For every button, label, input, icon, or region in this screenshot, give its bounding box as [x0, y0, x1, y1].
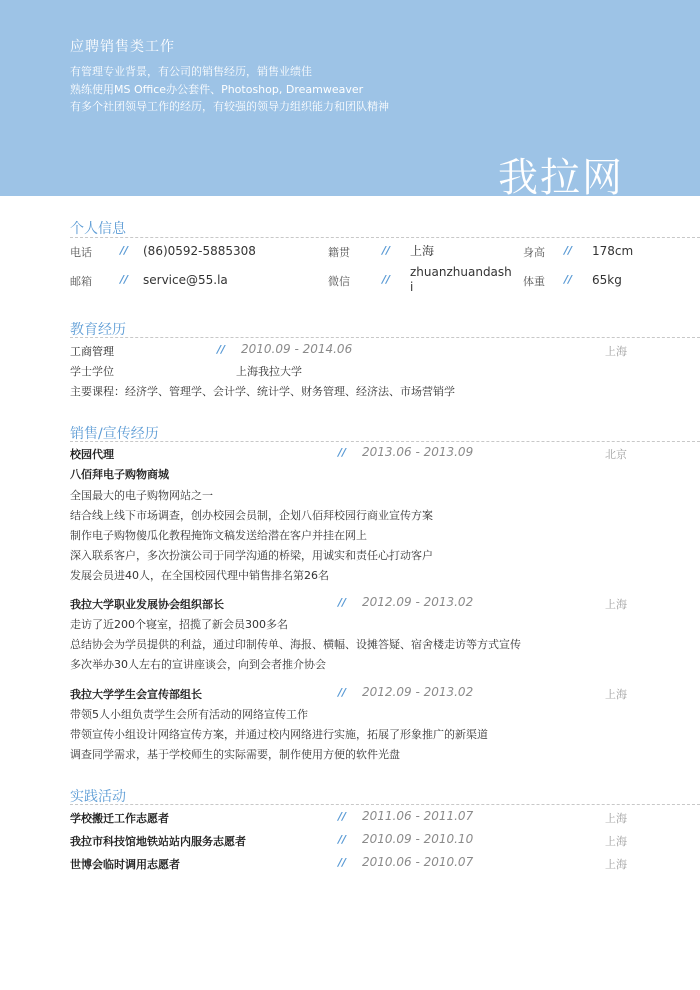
header-banner	[0, 0, 700, 201]
experience-entry	[70, 446, 630, 464]
experience-role: 我拉大学职业发展协会组织部长	[70, 598, 224, 611]
wechat-value: zhuanzhuandashi	[410, 265, 512, 294]
practice-location: 上海	[605, 835, 627, 848]
email-value: service@55.la	[143, 273, 228, 287]
intro-line: 熟练使用MS Office办公套件、Photoshop, Dreamweaver	[70, 82, 364, 96]
entry-separator: //	[338, 810, 347, 823]
candidate-name: 我拉网	[498, 155, 624, 201]
experience-detail: 多次举办30人左右的宣讲座谈会，向到会者推介协会	[70, 658, 326, 671]
entry-separator: //	[338, 833, 347, 846]
practice-location: 上海	[605, 858, 627, 871]
entry-separator: //	[338, 596, 347, 609]
info-label: 邮箱	[70, 275, 92, 288]
education-entry	[70, 343, 630, 361]
experience-detail: 带领5人小组负责学生会所有活动的网络宣传工作	[70, 708, 308, 721]
height-value: 178cm	[592, 244, 634, 258]
experience-location: 上海	[605, 598, 627, 611]
intro-summary	[70, 63, 389, 116]
job-objective: 应聘销售类工作	[70, 39, 175, 55]
section-divider	[70, 441, 700, 442]
info-row	[70, 238, 700, 267]
experience-location: 上海	[605, 688, 627, 701]
experience-date: 2012.09 - 2013.02	[362, 685, 474, 699]
education-location: 上海	[605, 345, 627, 358]
experience-date: 2013.06 - 2013.09	[362, 445, 474, 459]
info-separator: //	[382, 244, 391, 257]
weight-value: 65kg	[592, 273, 622, 287]
experience-detail: 走访了近200个寝室，招揽了新会员300多名	[70, 618, 288, 631]
education-courses: 主要课程：经济学、管理学、会计学、统计学、财务管理、经济法、市场营销学	[70, 385, 455, 398]
practice-role: 世博会临时调用志愿者	[70, 858, 180, 871]
practice-date: 2010.09 - 2010.10	[362, 832, 474, 846]
section-divider	[70, 337, 700, 338]
practice-entry	[70, 856, 630, 874]
intro-line: 有多个社团领导工作的经历，有较强的领导力组织能力和团队精神	[70, 100, 389, 113]
education-major: 工商管理	[70, 345, 114, 358]
entry-separator: //	[338, 856, 347, 869]
practice-date: 2010.06 - 2010.07	[362, 855, 474, 869]
practice-entry	[70, 810, 630, 828]
experience-detail: 制作电子购物傻瓜化教程掩饰文稿发送给潜在客户并挂在网上	[70, 529, 367, 542]
education-degree: 学士学位	[70, 365, 114, 378]
experience-detail: 总结协会为学员提供的利益，通过印制传单、海报、横幅、设摊答疑、宿舍楼走访等方式宣传	[70, 638, 521, 651]
experience-detail: 深入联系客户，多次扮演公司于同学沟通的桥梁，用诚实和责任心打动客户	[70, 549, 433, 562]
info-label: 电话	[70, 246, 92, 259]
info-label: 身高	[523, 246, 545, 259]
hometown-value: 上海	[410, 244, 435, 258]
info-separator: //	[120, 244, 129, 257]
experience-org: 八佰拜电子购物商城	[70, 468, 169, 481]
section-divider	[70, 804, 700, 805]
experience-date: 2012.09 - 2013.02	[362, 595, 474, 609]
experience-location: 北京	[605, 448, 627, 461]
experience-entry	[70, 596, 630, 614]
intro-line: 有管理专业背景，有公司的销售经历，销售业绩佳	[70, 65, 312, 78]
section-title-experience: 销售/宣传经历	[70, 426, 159, 442]
education-date: 2010.09 - 2014.06	[241, 342, 353, 356]
info-separator: //	[120, 273, 129, 286]
entry-separator: //	[338, 446, 347, 459]
entry-separator: //	[217, 343, 226, 356]
practice-date: 2011.06 - 2011.07	[362, 809, 474, 823]
practice-entry	[70, 833, 630, 851]
entry-separator: //	[338, 686, 347, 699]
experience-role: 我拉大学学生会宣传部组长	[70, 688, 202, 701]
experience-detail: 调查同学需求，基于学校师生的实际需要，制作使用方便的软件光盘	[70, 748, 400, 761]
info-label: 籍贯	[328, 246, 350, 259]
section-title-personal: 个人信息	[70, 221, 126, 237]
info-label: 体重	[523, 275, 545, 288]
practice-location: 上海	[605, 812, 627, 825]
experience-detail: 发展会员进40人，在全国校园代理中销售排名第26名	[70, 569, 329, 582]
info-separator: //	[564, 244, 573, 257]
personal-info-grid	[70, 238, 700, 296]
experience-detail: 带领宣传小组设计网络宣传方案，并通过校内网络进行实施，拓展了形象推广的新渠道	[70, 728, 488, 741]
experience-entry	[70, 686, 630, 704]
education-school: 上海我拉大学	[236, 365, 302, 378]
experience-detail: 结合线上线下市场调查，创办校园会员制，企划八佰拜校园行商业宣传方案	[70, 509, 433, 522]
info-label: 微信	[328, 275, 350, 288]
experience-detail: 全国最大的电子购物网站之一	[70, 489, 213, 502]
section-title-practice: 实践活动	[70, 789, 126, 805]
section-title-education: 教育经历	[70, 322, 126, 338]
practice-role: 学校搬迁工作志愿者	[70, 812, 169, 825]
info-separator: //	[382, 273, 391, 286]
info-separator: //	[564, 273, 573, 286]
phone-value: (86)0592-5885308	[143, 244, 256, 258]
info-row	[70, 267, 700, 296]
experience-role: 校园代理	[70, 448, 114, 461]
practice-role: 我拉市科技馆地铁站站内服务志愿者	[70, 835, 246, 848]
